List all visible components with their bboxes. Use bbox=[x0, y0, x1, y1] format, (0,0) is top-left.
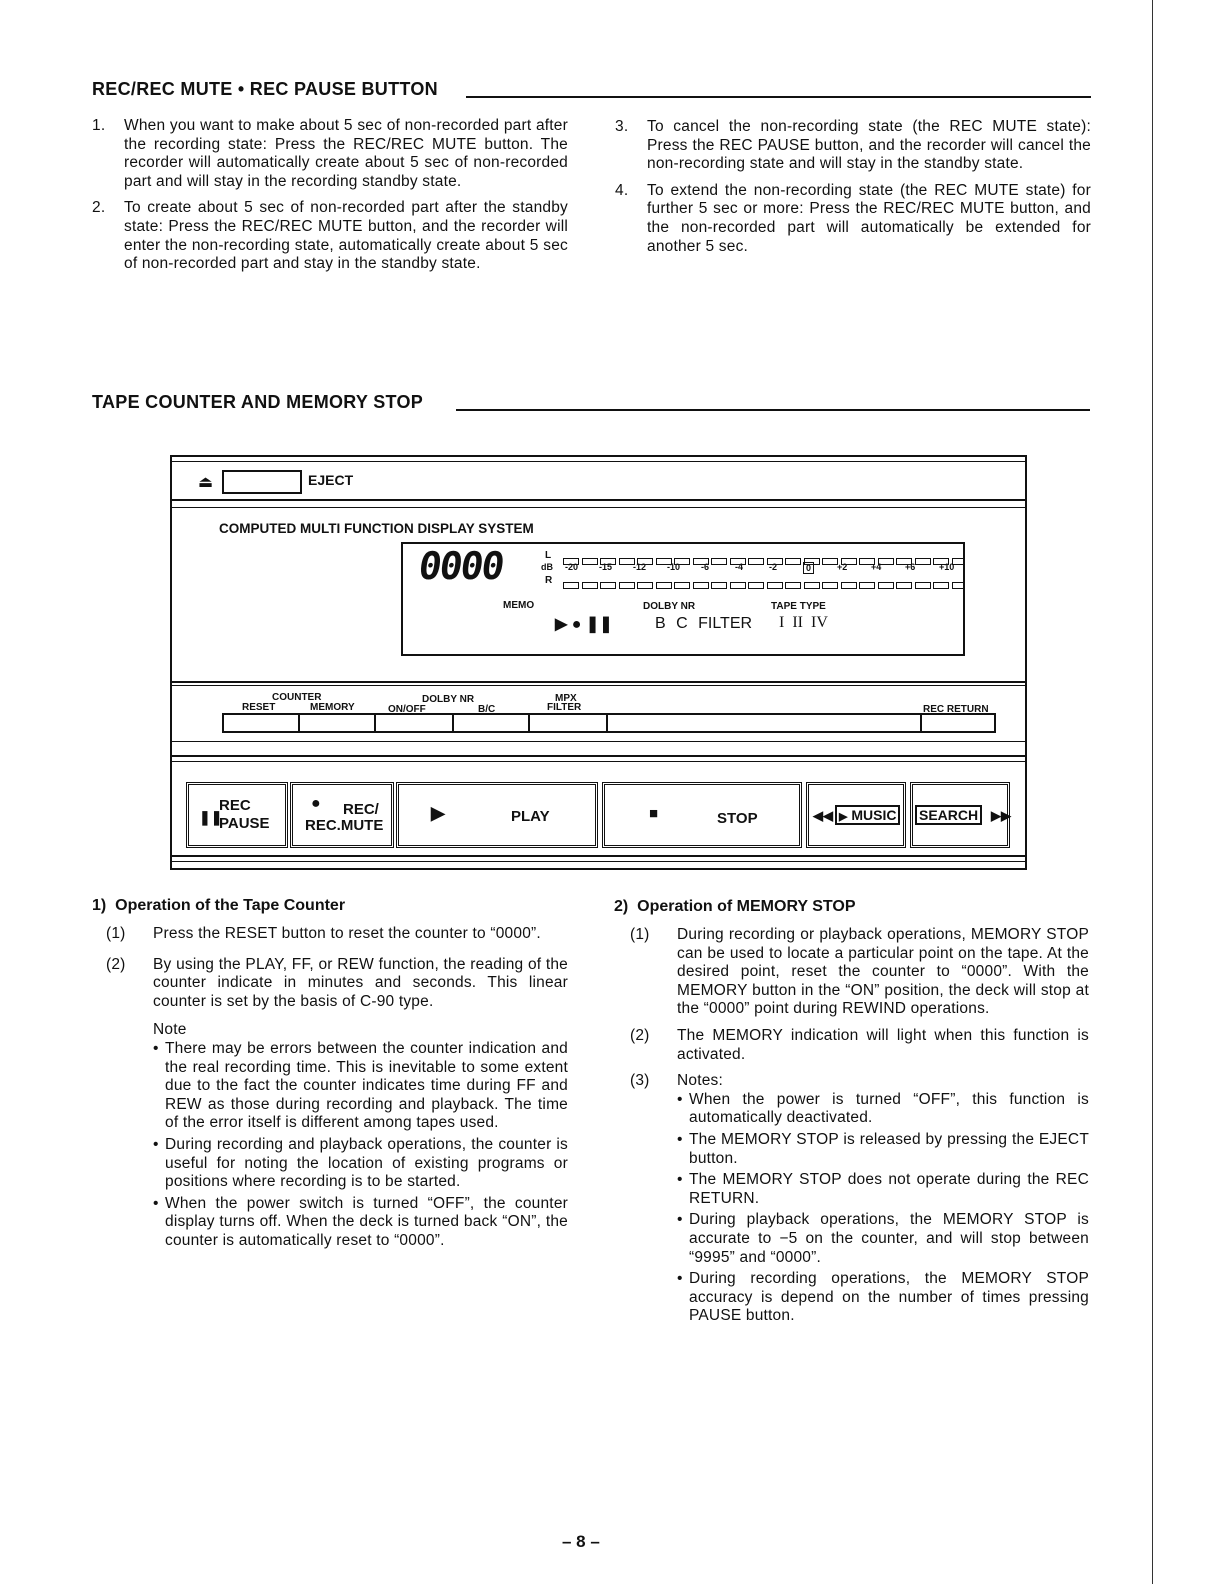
op2-title: 2) Operation of MEMORY STOP bbox=[614, 898, 856, 915]
level-meter-right bbox=[563, 576, 963, 594]
page-edge-line bbox=[1152, 0, 1153, 1584]
meter-segment bbox=[822, 582, 838, 589]
meter-segment bbox=[915, 582, 931, 589]
meter-segment bbox=[822, 558, 838, 565]
onoff-label: ON/OFF bbox=[388, 704, 426, 715]
meter-segment bbox=[637, 582, 653, 589]
dolby-nr-label: DOLBY NR bbox=[643, 601, 696, 612]
pause-icon: ❚❚ bbox=[199, 809, 223, 825]
control-strip bbox=[222, 713, 996, 733]
meter-segment bbox=[582, 582, 598, 589]
eject-icon: ⏏ bbox=[198, 474, 214, 491]
eject-label: EJECT bbox=[308, 472, 354, 488]
meter-segment bbox=[674, 582, 690, 589]
meter-segment bbox=[785, 558, 801, 565]
op2-note-4: During playback operations, the MEMORY STOP is accurate to −5 on the counter, and will stop between “9995” and “0000”. bbox=[689, 1211, 1089, 1266]
meter-segment bbox=[582, 558, 598, 565]
rewind-icon: ◀◀ bbox=[813, 808, 833, 823]
meter-segment bbox=[767, 582, 783, 589]
play-icon: ▶ bbox=[431, 803, 445, 823]
meter-segment bbox=[563, 582, 579, 589]
meter-segment bbox=[693, 582, 709, 589]
db-scale-label: -6 bbox=[701, 562, 710, 572]
meter-segment bbox=[748, 582, 764, 589]
meter-segment bbox=[785, 582, 801, 589]
rec-pause-button[interactable]: ❚❚ REC PAUSE bbox=[186, 782, 288, 848]
meter-segment bbox=[730, 582, 746, 589]
op2-note-1: When the power is turned “OFF”, this function is automatically deactivated. bbox=[689, 1090, 1089, 1127]
rec-mute-item-1: When you want to make about 5 sec of non-recorded part after the recording state: Press the REC/REC MUTE button. The recorder will automatically create about 5 sec of non-recorded part and will stay in the recording standby state. bbox=[124, 117, 568, 190]
mpx-filter-button[interactable] bbox=[530, 715, 608, 731]
rec-mute-item-2: To create about 5 sec of non-recorded part after the standby state: Press the REC/REC MUTE button, and the recorder will enter the non-recording state, automatically create about 5 sec of non-recorded part and stay in the standby state. bbox=[124, 199, 568, 273]
op1-note-3: When the power switch is turned “OFF”, the counter display turns off. When the deck is turned back “ON”, the counter is automatically reset to “0000”. bbox=[165, 1194, 568, 1249]
section-rule bbox=[466, 96, 1091, 98]
counter-display: 0000 bbox=[415, 544, 506, 588]
rec-mute-right-column: 3. To cancel the non-recording state (the REC MUTE state): Press the REC PAUSE button, and the recorder will cancel the non-recording state and will stay in the standby state. 4. To extend the non-recording state (the REC MUTE state) for further 5 sec or more: Press the REC/REC MUTE button, and the non-recorded part will automatically be extended for another 5 sec. bbox=[615, 118, 1091, 255]
play-button[interactable]: ▶ PLAY bbox=[396, 782, 598, 848]
music-play-icon: ▶ bbox=[839, 811, 848, 823]
op1-item-1: Press the RESET button to reset the counter to “0000”. bbox=[153, 925, 541, 942]
transport-indicators: ▶ ● ❚❚ bbox=[555, 616, 613, 633]
music-search-forward-button[interactable]: SEARCH ▶▶ bbox=[910, 782, 1010, 848]
db-scale-label: -10 bbox=[667, 562, 681, 572]
op1-item-2: By using the PLAY, FF, or REW function, the reading of the counter indicate in minutes and seconds. This linear counter is set by the basis of C-90 type. bbox=[153, 955, 568, 1010]
stop-icon: ■ bbox=[649, 805, 659, 822]
db-scale-label: -12 bbox=[633, 562, 647, 572]
meter-segment bbox=[656, 582, 672, 589]
meter-segment bbox=[711, 558, 727, 565]
db-scale-label: -2 bbox=[769, 562, 778, 572]
reset-button[interactable] bbox=[224, 715, 300, 731]
db-scale-label: 0 bbox=[803, 562, 814, 574]
memo-indicator: MEMO bbox=[503, 600, 535, 611]
rec-return-button[interactable] bbox=[920, 715, 996, 731]
memory-label: MEMORY bbox=[310, 702, 355, 713]
op1-body: (1) Press the RESET button to reset the counter to “0000”. (2) By using the PLAY, FF, or REW function, the reading of the counter indicate in minutes and seconds. This linear counter is set by the basis of C-90 type. Note • There may be errors between the counter indication and the real recording time. This is inevitable to some extent due to the fact the counter indicates time during FF and REW as those during recording and playback. The time of the error itself is different among tapes used. • During recording and playback operations, the counter is useful for noting the location of existing programs or positions where recording is to be started. • When the power switch is turned “OFF”, the counter display turns off. When the deck is turned back “ON”, the counter is automatically reset to “0000”. bbox=[106, 925, 568, 1249]
counter-label: COUNTER bbox=[272, 692, 322, 703]
tape-type-label: TAPE TYPE bbox=[771, 601, 826, 612]
rec-return-label: REC RETURN bbox=[923, 704, 989, 715]
section-rule bbox=[456, 409, 1090, 411]
bc-label: B/C bbox=[478, 704, 496, 715]
db-scale-label: +6 bbox=[905, 562, 916, 572]
meter-segment bbox=[915, 558, 931, 565]
op2-item-2: The MEMORY indication will light when this function is activated. bbox=[677, 1026, 1089, 1063]
meter-segment bbox=[619, 582, 635, 589]
display-system-title: COMPUTED MULTI FUNCTION DISPLAY SYSTEM bbox=[219, 521, 534, 536]
lcd-display: 0000 MEMO L dB R -20 -15 -12 -10 -6 -4 -2 0 +2 +4 +6 +10 DOLBY NR TAPE TYPE ▶ ● ❚❚ B C FILTER I II IV bbox=[401, 542, 965, 656]
filter-label: FILTER bbox=[547, 702, 582, 713]
meter-segment bbox=[711, 582, 727, 589]
meter-segment bbox=[804, 582, 820, 589]
eject-button[interactable] bbox=[222, 470, 302, 494]
db-scale-label: +10 bbox=[939, 562, 955, 572]
dolby-onoff-button[interactable] bbox=[376, 715, 454, 731]
note-label: Note bbox=[153, 1021, 187, 1039]
op1-note-1: There may be errors between the counter indication and the real recording time. This is inevitable to some extent due to the fact the counter indicates time during FF and REW as those during recording and playback. The time of the error itself is different among tapes used. bbox=[165, 1039, 568, 1132]
page-number: – 8 – bbox=[562, 1532, 600, 1551]
op2-note-3: The MEMORY STOP does not operate during the REC RETURN. bbox=[689, 1171, 1089, 1207]
meter-segment bbox=[878, 582, 894, 589]
mpx-label: MPX bbox=[555, 693, 577, 704]
fast-forward-icon: ▶▶ bbox=[991, 808, 1011, 823]
meter-segment bbox=[859, 582, 875, 589]
meter-segment bbox=[600, 582, 616, 589]
db-scale-label: +2 bbox=[837, 562, 848, 572]
rec-mute-button[interactable]: ● REC/ REC.MUTE bbox=[290, 782, 394, 848]
memory-button[interactable] bbox=[300, 715, 376, 731]
dolby-bc-button[interactable] bbox=[454, 715, 530, 731]
rec-mute-item-3: To cancel the non-recording state (the REC MUTE state): Press the REC PAUSE button, and the recorder will cancel the non-recording state and will stay in the standby state. bbox=[647, 118, 1091, 173]
stop-button[interactable]: ■ STOP bbox=[602, 782, 802, 848]
music-search-rewind-button[interactable]: ◀◀ ▶ MUSIC bbox=[806, 782, 906, 848]
meter-segment bbox=[748, 558, 764, 565]
tape-type-indicators: I II IV bbox=[779, 614, 828, 631]
op2-item-1: During recording or playback operations, MEMORY STOP can be used to locate a particular point on the tape. At the desired point, reset the counter to “0000”. With the MEMORY button in the “ON” position, the deck will stop at the “0000” point during REWIND operations. bbox=[677, 926, 1089, 1018]
meter-segment bbox=[933, 582, 949, 589]
dolby-nr-switch-label: DOLBY NR bbox=[422, 694, 475, 705]
level-meter-left bbox=[563, 552, 963, 570]
op2-body: (1) During recording or playback operations, MEMORY STOP can be used to locate a particular point on the tape. At the desired point, reset the counter to “0000”. With the MEMORY button in the “ON” position, the deck will stop at the “0000” point during REWIND operations. (2) The MEMORY indication will light when this function is activated. (3) Notes: • When the power is turned “OFF”, this function is automatically deactivated. • The MEMORY STOP is released by pressing the EJECT button. • The MEMORY STOP does not operate during the REC RETURN. • During playback operations, the MEMORY STOP is accurate to −5 on the counter, and will stop between “9995” and “0000”. • During recording operations, the MEMORY STOP accuracy is depend on the number of times pressing PAUSE button. bbox=[630, 926, 1089, 1325]
op2-item-3: Notes: bbox=[677, 1072, 723, 1090]
meter-segment bbox=[952, 582, 964, 589]
reset-label: RESET bbox=[242, 702, 276, 713]
meter-segment bbox=[896, 582, 912, 589]
op2-note-5: During recording operations, the MEMORY STOP accuracy is depend on the number of times pressing PAUSE button. bbox=[689, 1270, 1089, 1325]
op1-title: 1) Operation of the Tape Counter bbox=[92, 897, 346, 914]
section-title-rec-mute: REC/REC MUTE • REC PAUSE BUTTON bbox=[92, 79, 438, 99]
db-scale-label: +4 bbox=[871, 562, 882, 572]
rec-mute-left-column: 1. When you want to make about 5 sec of non-recorded part after the recording state: Press the REC/REC MUTE button. The recorder will automatically create about 5 sec of non-recorded part and will stay in the recording standby state. 2. To create about 5 sec of non-recorded part after the standby state: Press the REC/REC MUTE button, and the recorder will enter the non-recording state, automatically create about 5 sec of non-recorded part and stay in the standby state. bbox=[92, 117, 568, 273]
dolby-indicators: B C FILTER bbox=[655, 615, 753, 632]
record-dot-icon: ● bbox=[311, 795, 321, 812]
db-scale-label: -4 bbox=[735, 562, 744, 572]
deck-front-panel bbox=[170, 455, 1027, 870]
db-scale-label: -15 bbox=[599, 562, 613, 572]
db-scale-label: -20 bbox=[565, 562, 579, 572]
op2-note-2: The MEMORY STOP is released by pressing the EJECT button. bbox=[689, 1130, 1089, 1167]
rec-mute-item-4: To extend the non-recording state (the REC MUTE state) for further 5 sec or more: Press the REC/REC MUTE button, and the non-recorded part will automatically be extended for another 5 sec. bbox=[647, 181, 1091, 255]
meter-segment bbox=[841, 582, 857, 589]
section-title-tape-counter: TAPE COUNTER AND MEMORY STOP bbox=[92, 392, 424, 412]
op1-note-2: During recording and playback operations, the counter is useful for noting the location of existing programs or positions where recording is to be started. bbox=[165, 1135, 568, 1191]
